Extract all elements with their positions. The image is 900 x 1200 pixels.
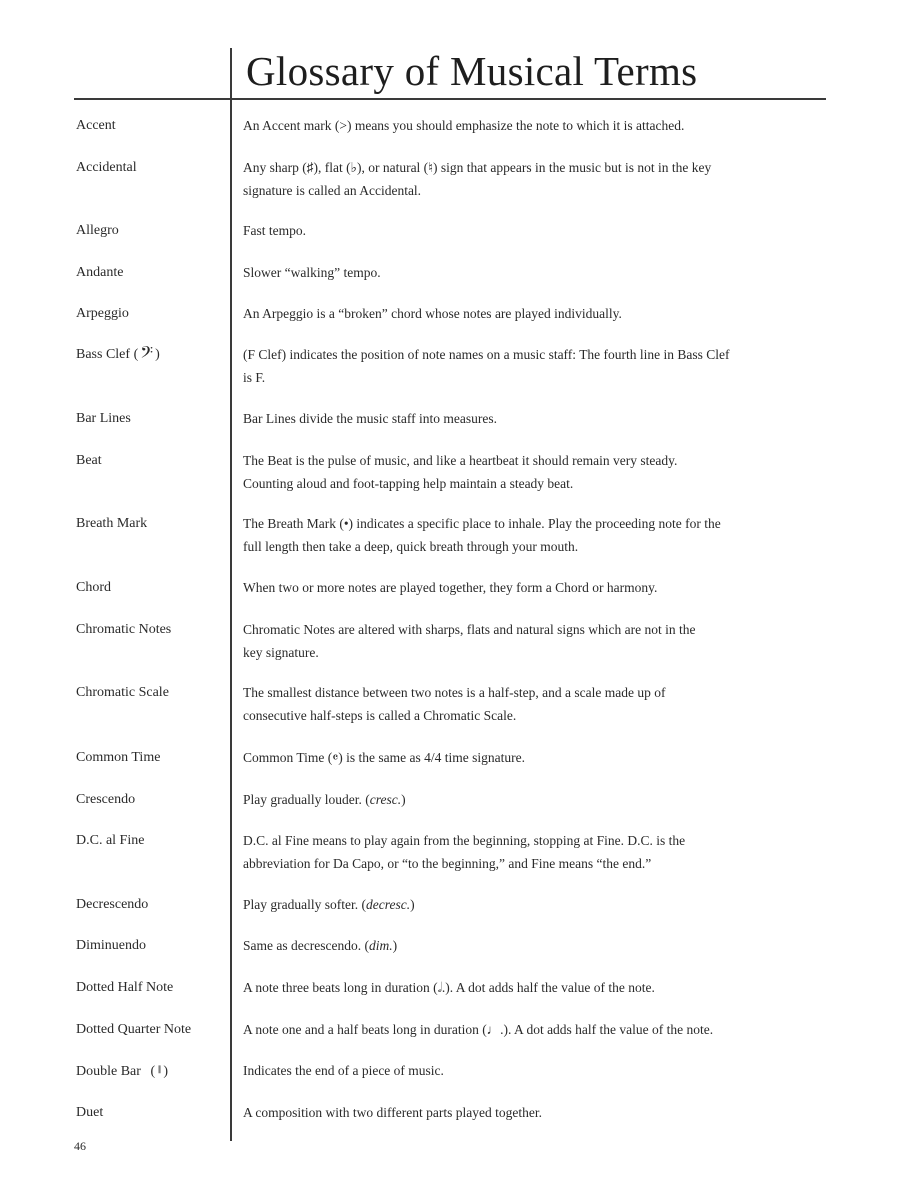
definition [243,934,803,957]
definition-text: Same as decrescendo. ( [243,938,369,953]
term: Chromatic Scale [76,685,169,700]
definition [243,681,803,727]
page-title: Glossary of Musical Terms [246,48,698,94]
definition-line: An Accent mark (>) means you should emphasize the note to which it is attached. [243,118,685,133]
definition-line: A composition with two different parts played together. [243,1105,542,1120]
term: Chromatic Notes [76,622,172,637]
definition-line: Indicates the end of a piece of music. [243,1063,444,1078]
definition-line: abbreviation for Da Capo, or “to the beginning,” and Fine means “the end.” [243,856,652,871]
definition [243,1018,803,1041]
term: Accent [76,118,116,133]
definition-line: Bar Lines divide the music staff into measures. [243,411,497,426]
term: Common Time [76,750,161,765]
definition [243,1059,803,1082]
term-paren: ( [133,347,139,362]
definition [243,261,803,284]
definition-text: ) [401,792,406,807]
term-paren: ) [163,1064,169,1079]
definition-abbrev: dim. [368,938,393,953]
definition-line [243,788,803,811]
definition [243,156,803,202]
term: Beat [76,453,102,468]
definition-text: ) [410,897,415,912]
page-number: 46 [74,1139,86,1153]
definition-line: A note three beats long in duration (𝅗𝅥.). A dot adds half the value of the note. [243,980,655,995]
definition-line [243,893,803,916]
term-label: Bass Clef [76,347,131,362]
definition-line: Chromatic Notes are altered with sharps, flats and natural signs which are not in the [243,622,696,637]
term: Diminuendo [76,938,146,953]
definition-line: Any sharp (♯), flat (♭), or natural (♮) sign that appears in the music but is not in the key [243,160,712,175]
double-bar-icon: 𝄂 [158,1065,161,1076]
definition-line: is F. [243,370,266,385]
definition [243,343,803,389]
term: Accidental [76,160,137,175]
definition [243,449,803,495]
definition [243,1101,803,1124]
definition-line: Common Time (𝄴) is the same as 4/4 time signature. [243,750,526,765]
definition-line: The Beat is the pulse of music, and like a heartbeat it should remain very steady. [243,453,678,468]
definition [243,114,803,137]
vertical-divider [230,48,232,1141]
term: D.C. al Fine [76,833,145,848]
definition-line: The smallest distance between two notes is a half-step, and a scale made up of [243,685,666,700]
definition [243,512,803,558]
definition-line [243,934,803,957]
title-underline [74,98,826,100]
definition-line: A note one and a half beats long in duration (♩.). A dot adds half the value of the note. [243,1022,714,1037]
definition [243,976,803,999]
definition-line: Slower “walking” tempo. [243,265,381,280]
definition-text: Play gradually softer. ( [243,897,366,912]
definition-line: consecutive half-steps is called a Chromatic Scale. [243,708,517,723]
term: Decrescendo [76,897,149,912]
definition [243,219,803,242]
term-label: Double Bar [76,1064,141,1079]
definition [243,618,803,664]
term: Arpeggio [76,306,129,321]
definition [243,893,803,916]
term: Allegro [76,223,119,238]
term: Dotted Quarter Note [76,1022,192,1037]
definition-line: D.C. al Fine means to play again from the beginning, stopping at Fine. D.C. is the [243,833,686,848]
definition [243,302,803,325]
definition-abbrev: cresc. [369,792,402,807]
term [76,1059,226,1083]
definition [243,788,803,811]
term: Andante [76,265,124,280]
definition-line: (F Clef) indicates the position of note names on a music staff: The fourth line in Bass Clef [243,347,730,362]
term [76,343,226,366]
term: Bar Lines [76,411,131,426]
definition-line: key signature. [243,645,319,660]
definition [243,829,803,875]
definition [243,576,803,599]
definition-text: ) [392,938,398,953]
definition-abbrev: decresc. [365,897,411,912]
definition-line: The Breath Mark (•) indicates a specific place to inhale. Play the proceeding note for the [243,516,721,531]
term: Chord [76,580,111,595]
term: Duet [76,1105,104,1120]
definition [243,407,803,430]
definition-line: An Arpeggio is a “broken” chord whose notes are played individually. [243,306,622,321]
definition-line: Fast tempo. [243,223,306,238]
definition-line: When two or more notes are played together, they form a Chord or harmony. [243,580,658,595]
definition-line: signature is called an Accidental. [243,183,422,198]
definition [243,746,803,769]
definition-text: Play gradually louder. ( [243,792,370,807]
term-paren: ( [150,1064,156,1079]
term: Crescendo [76,792,136,807]
definition-line: full length then take a deep, quick breath through your mouth. [243,539,579,554]
bass-clef-icon: 𝄢 [140,344,154,366]
term-paren: ) [155,347,160,362]
definition-line: Counting aloud and foot-tapping help maintain a steady beat. [243,476,574,491]
term: Dotted Half Note [76,980,174,995]
term: Breath Mark [76,516,148,531]
